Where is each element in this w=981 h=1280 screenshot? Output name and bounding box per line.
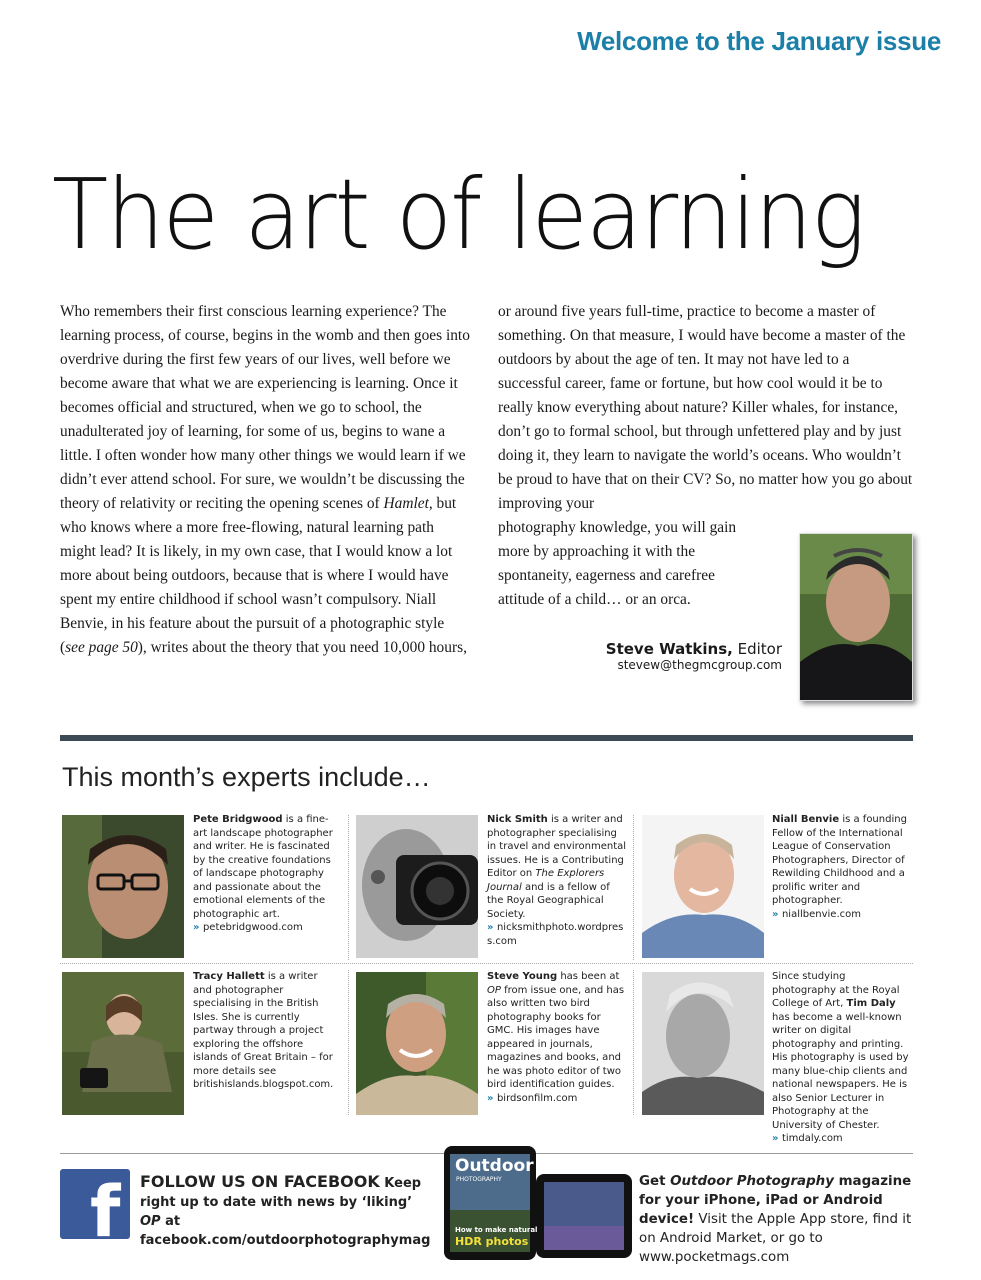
hamlet-title: Hamlet (383, 495, 429, 512)
publication-title: OP (487, 984, 501, 996)
facebook-text: Keep right up to date with news by ‘liking’ (140, 1176, 422, 1210)
expert-bio (772, 970, 912, 1146)
grid-separator (348, 815, 349, 960)
cover-headline: HDR photos (455, 1235, 529, 1248)
magazine-name: Outdoor Photography (670, 1174, 834, 1189)
editor-role: Editor (732, 640, 782, 658)
facebook-promo (140, 1172, 430, 1250)
expert-name: Tracy Hallett (193, 971, 265, 982)
expert-bio (772, 813, 912, 921)
expert-description: has become a well-known writer on digital photography and printing. His photography is used by many blue-chip clients and national newspapers. He is also Senior Lecturer in Photography at the University of Chester. (772, 1011, 909, 1131)
expert-link[interactable]: » petebridgwood.com (193, 922, 303, 933)
op-abbrev: OP (140, 1214, 161, 1229)
expert-name: Tim Daly (846, 998, 896, 1009)
expert-description: is a writer and photographer specialising in travel and environmental issues. He is a Contributing Editor on (487, 814, 627, 879)
expert-photo-steve-young (356, 972, 478, 1115)
expert-description: from issue one, and has also written two bird photography books for GMC. His images have appeared in journals, magazines and books, and he was photo editor of two bird identification guides. (487, 984, 625, 1090)
facebook-icon[interactable] (60, 1169, 130, 1239)
expert-bio (193, 970, 333, 1092)
publication-title: The Explorers Journal (487, 868, 605, 893)
issue-title: Welcome to the January issue (577, 26, 941, 56)
expert-link[interactable]: » niallbenvie.com (772, 909, 861, 920)
expert-description: has been at (557, 971, 620, 982)
page-reference: see page 50 (65, 639, 138, 656)
expert-photo-pete-bridgwood (62, 815, 184, 958)
expert-link[interactable]: » timdaly.com (772, 1133, 843, 1144)
expert-photo-tracy-hallett (62, 972, 184, 1115)
experts-heading: This month’s experts include… (62, 762, 431, 792)
editorial-column-1 (60, 300, 470, 660)
expert-bio (487, 970, 627, 1105)
grid-separator (633, 970, 634, 1115)
expert-name: Pete Bridgwood (193, 814, 283, 825)
cover-title: Outdoor (455, 1156, 534, 1176)
expert-description: is a writer and photographer specialising in the British Isles. She is currently partway through a project exploring the offshore islands of Great Britain – for more details see britishislands.blogspot.com. (193, 971, 334, 1090)
grid-separator (348, 970, 349, 1115)
expert-name: Steve Young (487, 971, 558, 982)
body-text: ), writes about the theory that you need 10,000 hours, (137, 639, 467, 656)
facebook-logo-letter: f (90, 1171, 121, 1239)
section-divider (60, 735, 913, 741)
editor-name: Steve Watkins, (605, 640, 733, 658)
expert-photo-nick-smith (356, 815, 478, 958)
expert-link[interactable]: » nicksmithphoto.wordpress.com (487, 922, 623, 947)
body-text: Who remembers their first conscious learning experience? The learning process, of course, begins in the womb and then goes into overdrive during the first few years of our lives, well before we become aware that what we are experiencing is learning. Once it becomes official and structured, when we go to school, the unadulterated joy of learning, for some of us, begins to wane a little. I often wonder how many other things we would learn if we didn’t ever attend school. For sure, we wouldn’t be discussing the theory of relativity or reciting the opening scenes of (60, 303, 470, 512)
expert-description: and is a fellow of the Royal Geographical Society. (487, 881, 610, 920)
expert-description: is a fine-art landscape photographer and writer. He is fascinated by the creative foundations of landscape photography and passionate about the emotional elements of the photographic art. (193, 814, 333, 920)
expert-name: Nick Smith (487, 814, 548, 825)
expert-description: is a founding Fellow of the International League of Conservation Photographers, Director of Rewilding Childhood and a prolific writer and photographer. (772, 814, 907, 906)
cover-subtitle: PHOTOGRAPHY (456, 1176, 502, 1183)
body-text: or around five years full-time, practice to become a master of something. On that measure, I would have become a master of the outdoors by about the age of ten. It may not have led to a successful career, fame or fortune, but how cool would it be to really know everything about nature? Killer whales, for instance, don’t go to formal school, but through unfettered play and by just doing it, they learn to navigate the world’s oceans. Who wouldn’t be proud to have that on their CV? So, no matter how you go about improving your (498, 303, 913, 512)
expert-bio (487, 813, 627, 948)
app-promo-heading: Get Outdoor Photography magazine for your iPhone, iPad or Android device! (639, 1174, 912, 1227)
expert-bio (193, 813, 333, 935)
expert-name: Niall Benvie (772, 814, 840, 825)
app-promo-text[interactable]: Visit the Apple App store, find it on Android Market, or go to www.pocketmags.com (639, 1212, 912, 1265)
app-promo (639, 1172, 919, 1267)
cover-line: How to make natural (455, 1226, 538, 1234)
grid-separator (60, 963, 913, 964)
facebook-heading: FOLLOW US ON FACEBOOK (140, 1172, 380, 1191)
editor-signature (560, 640, 782, 658)
editor-photo (799, 533, 913, 701)
facebook-link[interactable]: at facebook.com/outdoorphotographymag (140, 1214, 431, 1248)
body-text: , but who knows where a more free-flowing, natural learning path might lead? It is likely, in my own case, that I would know a lot more about being outdoors, because that is where I would have spent my entire childhood if school wasn’t compulsory. Niall Benvie, in his feature about the pursuit of a photographic style ( (60, 495, 457, 656)
expert-link[interactable]: » birdsonfilm.com (487, 1093, 577, 1104)
body-text: photography knowledge, you will gain more by approaching it with the spontaneity, eagerness and carefree attitude of a child… or an orca. (498, 519, 737, 608)
editor-email: stevew@thegmcgroup.com (617, 658, 782, 672)
expert-photo-niall-benvie (642, 815, 764, 958)
expert-description: Since studying photography at the Royal College of Art, (772, 971, 900, 1009)
expert-photo-tim-daly (642, 972, 764, 1115)
grid-separator (633, 815, 634, 960)
article-headline: The art of learning (52, 158, 864, 272)
magazine-devices-image (444, 1146, 632, 1262)
